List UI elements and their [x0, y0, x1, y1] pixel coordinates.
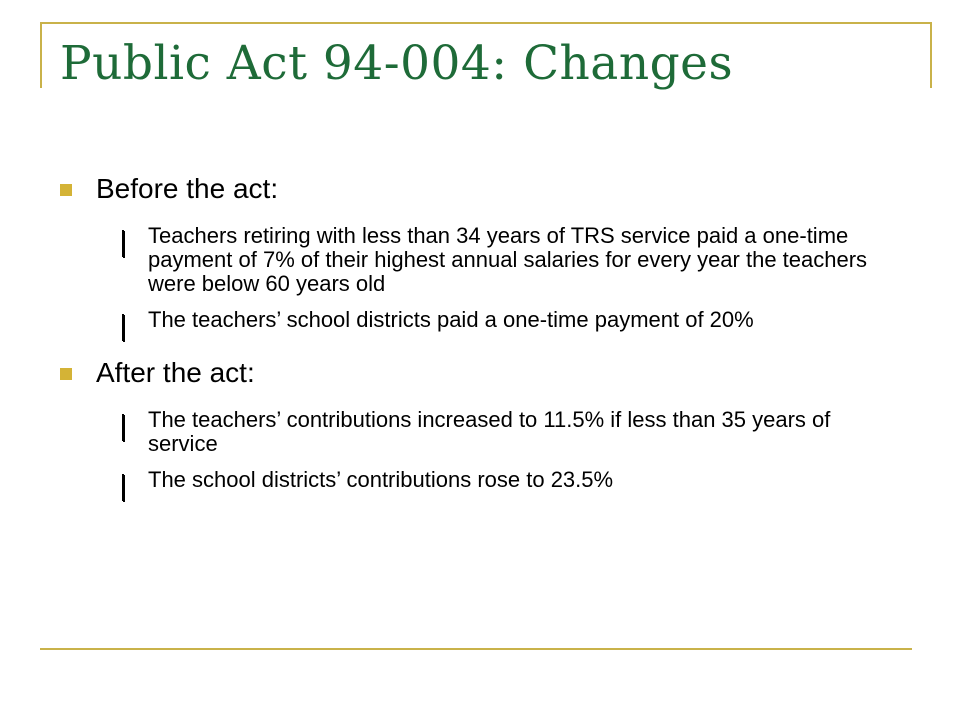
checkbox-bullet-icon: [122, 476, 132, 500]
list-item-text: The teachers’ contributions increased to 11.5% if less than 35 years of service: [148, 407, 831, 456]
checkbox-bullet-icon: [122, 232, 132, 256]
square-bullet-icon: [60, 184, 72, 196]
section-heading-text: After the act:: [96, 357, 255, 388]
section-heading-before: [60, 172, 900, 206]
list-item-text: The school districts’ contributions rose to 23.5%: [148, 467, 614, 492]
slide-title: Public Act 94-004: Changes: [60, 36, 734, 91]
section-heading-after: [60, 356, 900, 390]
list-item: [122, 308, 900, 340]
frame-right-line: [930, 22, 932, 88]
square-bullet-icon: [60, 368, 72, 380]
list-item-text: The teachers’ school districts paid a one-time payment of 20%: [148, 307, 754, 332]
frame-bottom-line: [40, 648, 912, 650]
list-item-text: Teachers retiring with less than 34 years of TRS service paid a one-time payment of 7% of their highest annual salaries for every year the teachers were below 60 years old: [148, 223, 868, 296]
checkbox-bullet-icon: [122, 416, 132, 440]
list-item: [122, 224, 900, 296]
checkbox-bullet-icon: [122, 316, 132, 340]
frame-left-line: [40, 22, 42, 88]
section-heading-text: Before the act:: [96, 173, 279, 204]
list-item: [122, 468, 900, 500]
list-item: [122, 408, 900, 456]
frame-top-line: [40, 22, 932, 24]
slide-content: [60, 172, 900, 500]
